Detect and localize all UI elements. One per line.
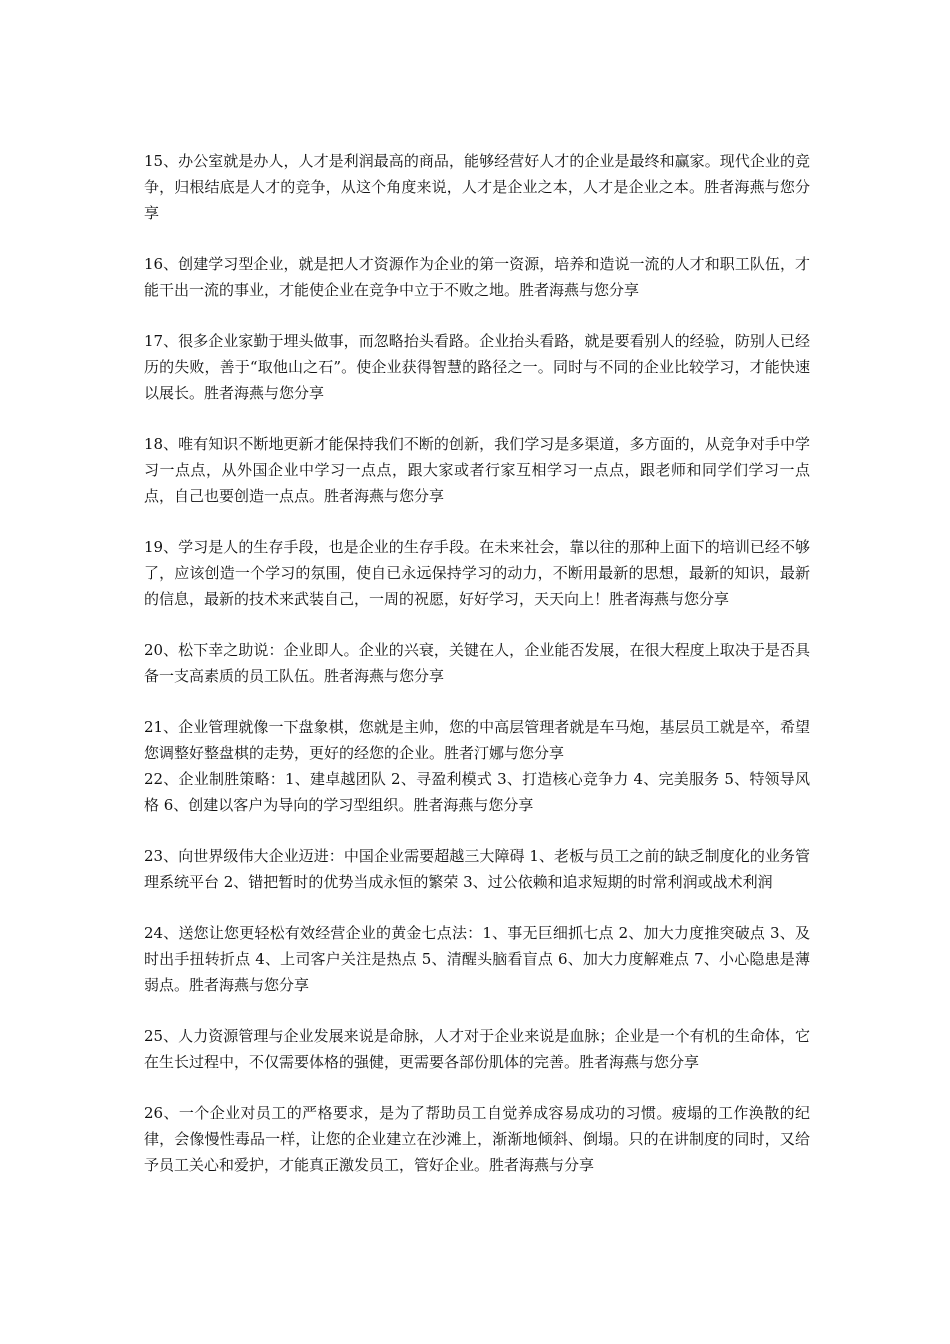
paragraph-23: 23、向世界级伟大企业迈进：中国企业需要超越三大障碍 1、老板与员工之前的缺乏制度化的业务管理系统平台 2、错把暂时的优势当成永恒的繁荣 3、过公依赖和追求短期的时常利润或战术利润 — [144, 847, 810, 891]
paragraph-26: 26、一个企业对员工的严格要求，是为了帮助员工自觉养成容易成功的习惯。疲塌的工作涣散的纪律，会像慢性毒品一样，让您的企业建立在沙滩上，渐渐地倾斜、倒塌。只的在讲制度的同时，又给予员工关心和爱护，才能真正激发员工，管好企业。胜者海燕与分享 — [144, 1104, 810, 1174]
paragraph-24: 24、送您让您更轻松有效经营企业的黄金七点法：1、事无巨细抓七点 2、加大力度推突破点 3、及时出手扭转折点 4、上司客户关注是热点 5、清醒头脑看盲点 6、加大力度解难点 7、小心隐患是薄弱点。胜者海燕与您分享 — [144, 924, 810, 994]
paragraph-17: 17、很多企业家勤于埋头做事，而忽略抬头看路。企业抬头看路，就是要看别人的经验，防别人已经历的失败，善于“取他山之石”。使企业获得智慧的路径之一。同时与不同的企业比较学习，才能快速以展长。胜者海燕与您分享 — [144, 332, 810, 402]
paragraph-20: 20、松下幸之助说：企业即人。企业的兴衰，关键在人，企业能否发展，在很大程度上取决于是否具备一支高素质的员工队伍。胜者海燕与您分享 — [144, 641, 810, 685]
paragraph-21: 21、企业管理就像一下盘象棋，您就是主帅，您的中高层管理者就是车马炮，基层员工就是卒，希望您调整好整盘棋的走势，更好的经您的企业。胜者汀娜与您分享 — [144, 718, 810, 762]
paragraph-16: 16、创建学习型企业，就是把人才资源作为企业的第一资源，培养和造说一流的人才和职工队伍，才能干出一流的事业，才能使企业在竞争中立于不败之地。胜者海燕与您分享 — [144, 255, 810, 299]
paragraph-15: 15、办公室就是办人，人才是利润最高的商品，能够经营好人才的企业是最终和赢家。现代企业的竞争，归根结底是人才的竞争，从这个角度来说，人才是企业之本，人才是企业之本。胜者海燕与您分享 — [144, 152, 810, 222]
document-body — [144, 148, 810, 1203]
paragraph-19: 19、学习是人的生存手段，也是企业的生存手段。在未来社会，靠以往的那种上面下的培训已经不够了，应该创造一个学习的氛围，使自已永远保持学习的动力，不断用最新的思想，最新的知识，最新的信息，最新的技术来武装自己，一周的祝愿，好好学习，天天向上！胜者海燕与您分享 — [144, 538, 810, 608]
paragraph-22: 22、企业制胜策略：1、建卓越团队 2、寻盈利模式 3、打造核心竞争力 4、完美服务 5、特领导风格 6、创建以客户为导向的学习型组织。胜者海燕与您分享 — [144, 770, 810, 814]
paragraph-25: 25、人力资源管理与企业发展来说是命脉，人才对于企业来说是血脉；企业是一个有机的生命体，它在生长过程中，不仅需要体格的强健，更需要各部份肌体的完善。胜者海燕与您分享 — [144, 1027, 810, 1071]
paragraph-18: 18、唯有知识不断地更新才能保持我们不断的创新，我们学习是多渠道，多方面的，从竞争对手中学习一点点，从外国企业中学习一点点，跟大家或者行家互相学习一点点，跟老师和同学们学习一点点，自己也要创造一点点。胜者海燕与您分享 — [144, 435, 810, 505]
